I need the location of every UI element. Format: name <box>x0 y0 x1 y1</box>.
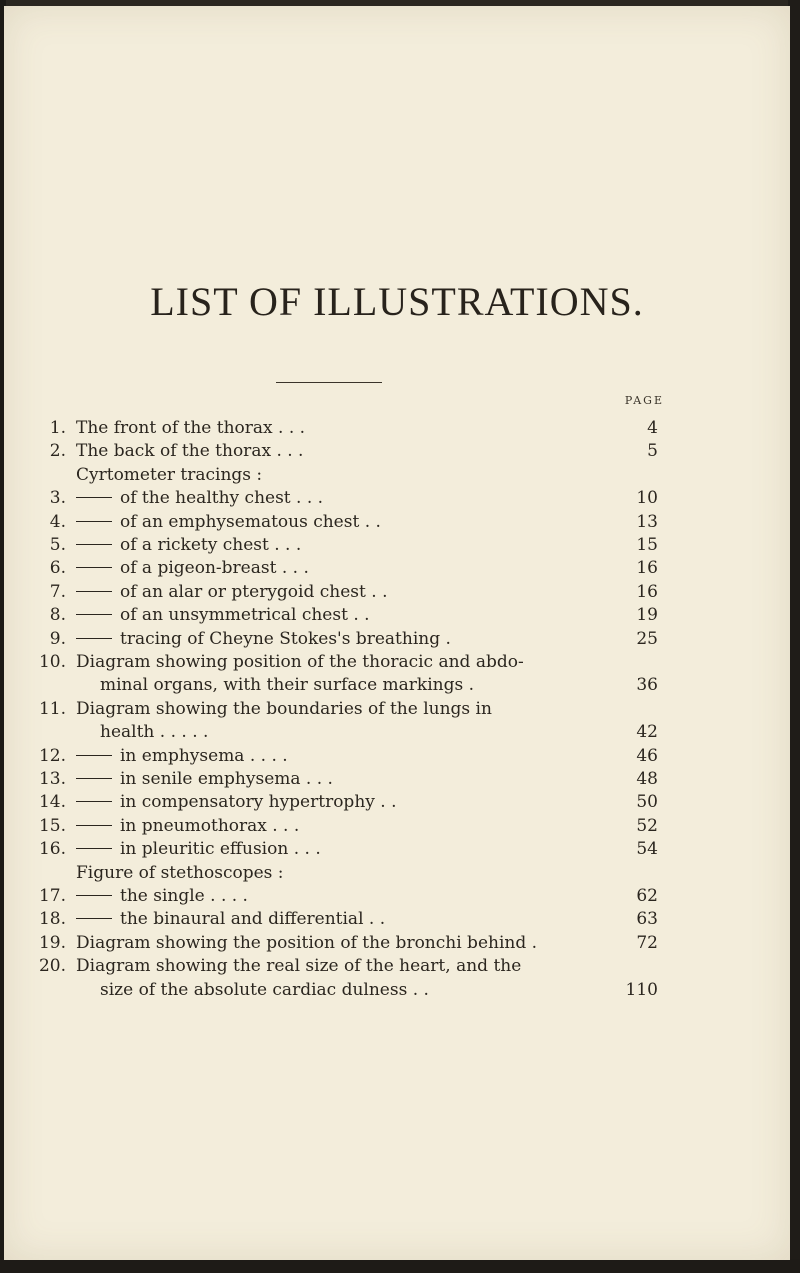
entry-title: of an unsymmetrical chest . . <box>76 603 370 627</box>
list-item <box>4 603 790 627</box>
entry-page-number: 15 <box>636 535 658 555</box>
entry-page-number: 13 <box>636 511 658 532</box>
entry-title: health . . . . . <box>100 722 209 743</box>
entry-number: 12. <box>38 745 66 766</box>
entry-number: 16. <box>38 839 66 860</box>
page-column-header: PAGE <box>624 394 664 407</box>
ditto-dash <box>76 521 112 522</box>
entry-title: Cyrtometer tracings : <box>76 464 263 485</box>
book-page <box>4 6 790 1260</box>
list-item <box>4 837 790 861</box>
ditto-dash <box>76 544 112 545</box>
entry-page-number: 46 <box>636 745 658 766</box>
entry-title: the binaural and differential . . <box>76 907 385 931</box>
list-item <box>4 580 790 604</box>
list-item <box>4 697 790 721</box>
list-item <box>4 954 790 978</box>
page-title: LIST OF ILLUSTRATIONS. <box>150 279 644 324</box>
entry-page-number: 48 <box>636 769 658 789</box>
entry-number: 8. <box>49 605 66 626</box>
entry-page-number: 25 <box>636 628 658 649</box>
entry-page-number: 63 <box>636 909 658 930</box>
entry-title: Figure of stethoscopes : <box>76 862 284 883</box>
list-item <box>4 510 790 534</box>
list-item <box>4 931 790 955</box>
ditto-dash <box>76 848 112 849</box>
ditto-dash <box>76 918 112 919</box>
entry-page-number: 52 <box>636 815 658 836</box>
entry-number: 9. <box>49 628 66 649</box>
entry-page-number: 50 <box>636 792 658 813</box>
entry-title: of an emphysematous chest . . <box>76 510 381 534</box>
entry-title: of a rickety chest . . . <box>76 533 301 557</box>
entry-page-number: 36 <box>636 675 658 696</box>
list-item <box>4 463 790 487</box>
entry-title: Diagram showing the boundaries of the lungs in <box>76 698 492 719</box>
list-item <box>4 814 790 838</box>
entry-page-number: 10 <box>636 488 658 509</box>
entry-page-number: 72 <box>636 932 658 953</box>
ditto-dash <box>76 895 112 896</box>
entry-title: The back of the thorax . . . <box>76 441 304 462</box>
entry-number: 7. <box>49 581 66 602</box>
entry-page-number: 62 <box>636 886 658 906</box>
entry-number: 1. <box>49 418 66 438</box>
ditto-dash <box>76 755 112 756</box>
list-item <box>4 416 790 440</box>
entry-title: size of the absolute cardiac dulness . . <box>100 979 429 1000</box>
entry-number: 14. <box>38 792 66 813</box>
entry-number: 19. <box>38 932 66 953</box>
list-item <box>4 439 790 463</box>
entry-title: in senile emphysema . . . <box>76 767 333 791</box>
list-item <box>4 486 790 510</box>
entry-title: The front of the thorax . . . <box>76 418 306 438</box>
ditto-dash <box>76 801 112 802</box>
list-item <box>4 744 790 768</box>
ditto-dash <box>76 825 112 826</box>
entry-page-number: 42 <box>636 722 658 743</box>
entry-title: Diagram showing position of the thoracic and abdo- <box>76 652 524 672</box>
entry-page-number: 16 <box>636 558 658 579</box>
list-item <box>4 907 790 931</box>
ditto-dash <box>76 614 112 615</box>
entry-number: 6. <box>49 558 66 579</box>
entry-number: 2. <box>49 441 66 462</box>
entry-title: of the healthy chest . . . <box>76 486 323 510</box>
entry-number: 11. <box>38 698 66 719</box>
entry-title: tracing of Cheyne Stokes's breathing . <box>76 627 451 651</box>
entry-number: 10. <box>38 652 66 672</box>
list-item <box>4 650 790 674</box>
entry-title: minal organs, with their surface markings . <box>100 675 475 696</box>
entry-number: 17. <box>38 886 66 906</box>
list-item <box>4 533 790 557</box>
title-rule <box>276 382 382 383</box>
ditto-dash <box>76 567 112 568</box>
entry-page-number: 4 <box>647 418 658 438</box>
entry-page-number: 16 <box>636 581 658 602</box>
entry-title: the single . . . . <box>76 884 248 908</box>
entry-page-number: 5 <box>647 441 658 462</box>
list-item <box>4 790 790 814</box>
entry-number: 18. <box>38 909 66 930</box>
entry-number: 3. <box>49 488 66 509</box>
list-item <box>4 767 790 791</box>
entry-number: 13. <box>38 769 66 789</box>
list-item <box>4 861 790 885</box>
entry-title: of an alar or pterygoid chest . . <box>76 580 387 604</box>
list-item <box>4 884 790 908</box>
list-item <box>4 556 790 580</box>
entry-number: 4. <box>49 511 66 532</box>
ditto-dash <box>76 591 112 592</box>
entry-number: 15. <box>38 815 66 836</box>
ditto-dash <box>76 497 112 498</box>
list-item <box>4 673 790 697</box>
book-edge-bottom <box>0 1259 800 1273</box>
list-item <box>4 627 790 651</box>
list-item <box>4 720 790 744</box>
entry-number: 20. <box>38 956 66 977</box>
entry-title: in pleuritic effusion . . . <box>76 837 321 861</box>
ditto-dash <box>76 638 112 639</box>
ditto-dash <box>76 778 112 779</box>
entry-title: Diagram showing the real size of the heart, and the <box>76 956 522 977</box>
entry-page-number: 54 <box>636 839 658 860</box>
entry-title: Diagram showing the position of the bronchi behind . <box>76 932 538 953</box>
entry-page-number: 19 <box>636 605 658 626</box>
entry-title: in compensatory hypertrophy . . <box>76 790 396 814</box>
entry-title: of a pigeon-breast . . . <box>76 556 309 580</box>
list-item <box>4 978 790 1002</box>
entry-number: 5. <box>49 535 66 555</box>
entry-title: in emphysema . . . . <box>76 744 288 768</box>
entry-page-number: 110 <box>625 979 658 1000</box>
entry-title: in pneumothorax . . . <box>76 814 299 838</box>
